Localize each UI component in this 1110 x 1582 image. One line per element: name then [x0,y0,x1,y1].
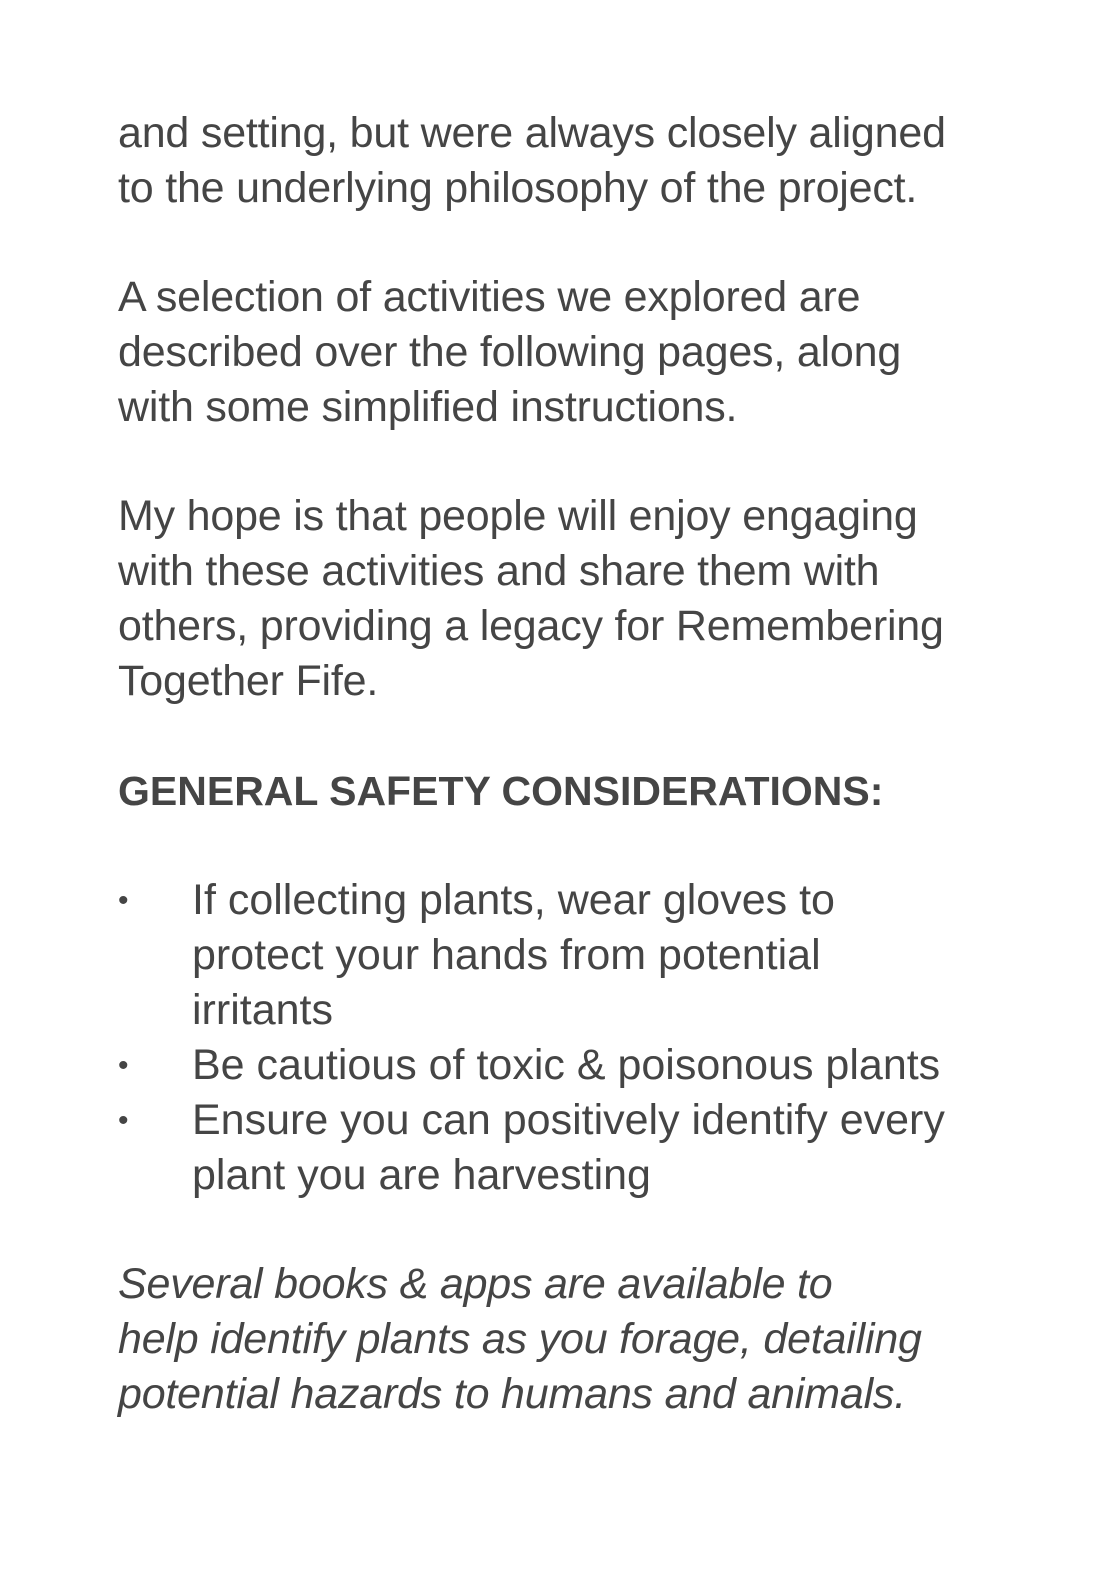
text-line: with these activities and share them with [118,547,880,595]
safety-list [118,873,998,1203]
text-line: others, providing a legacy for Remembering [118,602,944,650]
document-page [118,106,998,1422]
text-line: irritants [192,986,333,1034]
text-line: Be cautious of toxic & poisonous plants [192,1041,941,1089]
bullet-icon: • [118,1104,129,1137]
text-line: potential hazards to humans and animals. [118,1370,906,1418]
list-item [118,873,998,1038]
text-line: A selection of activities we explored are [118,273,861,321]
text-line: plant you are harvesting [192,1151,651,1199]
safety-heading: GENERAL SAFETY CONSIDERATIONS: [118,768,884,814]
paragraph-hope [118,489,998,709]
text-line: If collecting plants, wear gloves to [192,876,835,924]
text-line: to the underlying philosophy of the project. [118,164,918,212]
text-line: with some simplified instructions. [118,383,738,431]
text-line: protect your hands from potential [192,931,821,979]
list-item [118,1038,998,1093]
text-line: My hope is that people will enjoy engaging [118,492,918,540]
list-item [118,1093,998,1203]
text-line: described over the following pages, along [118,328,902,376]
text-line: Together Fife. [118,657,379,705]
paragraph-activities [118,270,998,435]
paragraph-intro-continued [118,106,998,216]
bullet-icon: • [118,1049,129,1082]
bullet-icon: • [118,884,129,917]
identification-note [118,1257,998,1422]
text-line: Ensure you can positively identify every [192,1096,945,1144]
text-line: help identify plants as you forage, detailing [118,1315,922,1363]
text-line: Several books & apps are available to [118,1260,833,1308]
text-line: and setting, but were always closely aligned [118,109,946,157]
